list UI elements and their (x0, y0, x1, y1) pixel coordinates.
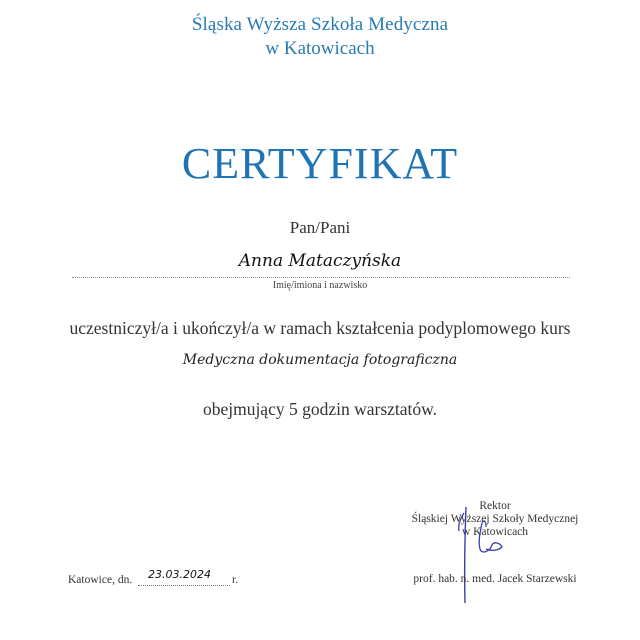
certificate-title: CERTYFIKAT (181, 139, 459, 188)
hours-statement: obejmujący 5 godzin warsztatów. (202, 399, 438, 419)
issue-date: 23.03.2024 (148, 568, 211, 581)
signatory-title: Rektor (479, 500, 511, 512)
signature-icon (440, 505, 520, 605)
signatory-institution: Śląskiej Wyższej Szkoły Medycznej (411, 513, 579, 525)
salutation: Pan/Pani (289, 218, 351, 237)
date-dotted-line (138, 585, 230, 586)
name-caption: Imię/imiona i nazwisko (272, 280, 368, 291)
name-dotted-line (72, 277, 570, 278)
date-suffix: r. (232, 574, 239, 586)
signatory-name: prof. hab. n. med. Jacek Starzewski (413, 573, 577, 585)
recipient-name: Anna Mataczyńska (238, 251, 402, 271)
issue-date-row (68, 568, 268, 590)
course-name: Medyczna dokumentacja fotograficzna (182, 352, 458, 368)
participation-statement: uczestniczył/a i ukończył/a w ramach kształcenia podyplomowego kurs (69, 318, 571, 338)
institution-name: Śląska Wyższa Szkoła Medyczna (191, 14, 449, 35)
institution-city: w Katowicach (265, 38, 375, 59)
signatory-city: w Katowicach (461, 526, 529, 538)
issue-place-label: Katowice, dn. (68, 574, 133, 586)
